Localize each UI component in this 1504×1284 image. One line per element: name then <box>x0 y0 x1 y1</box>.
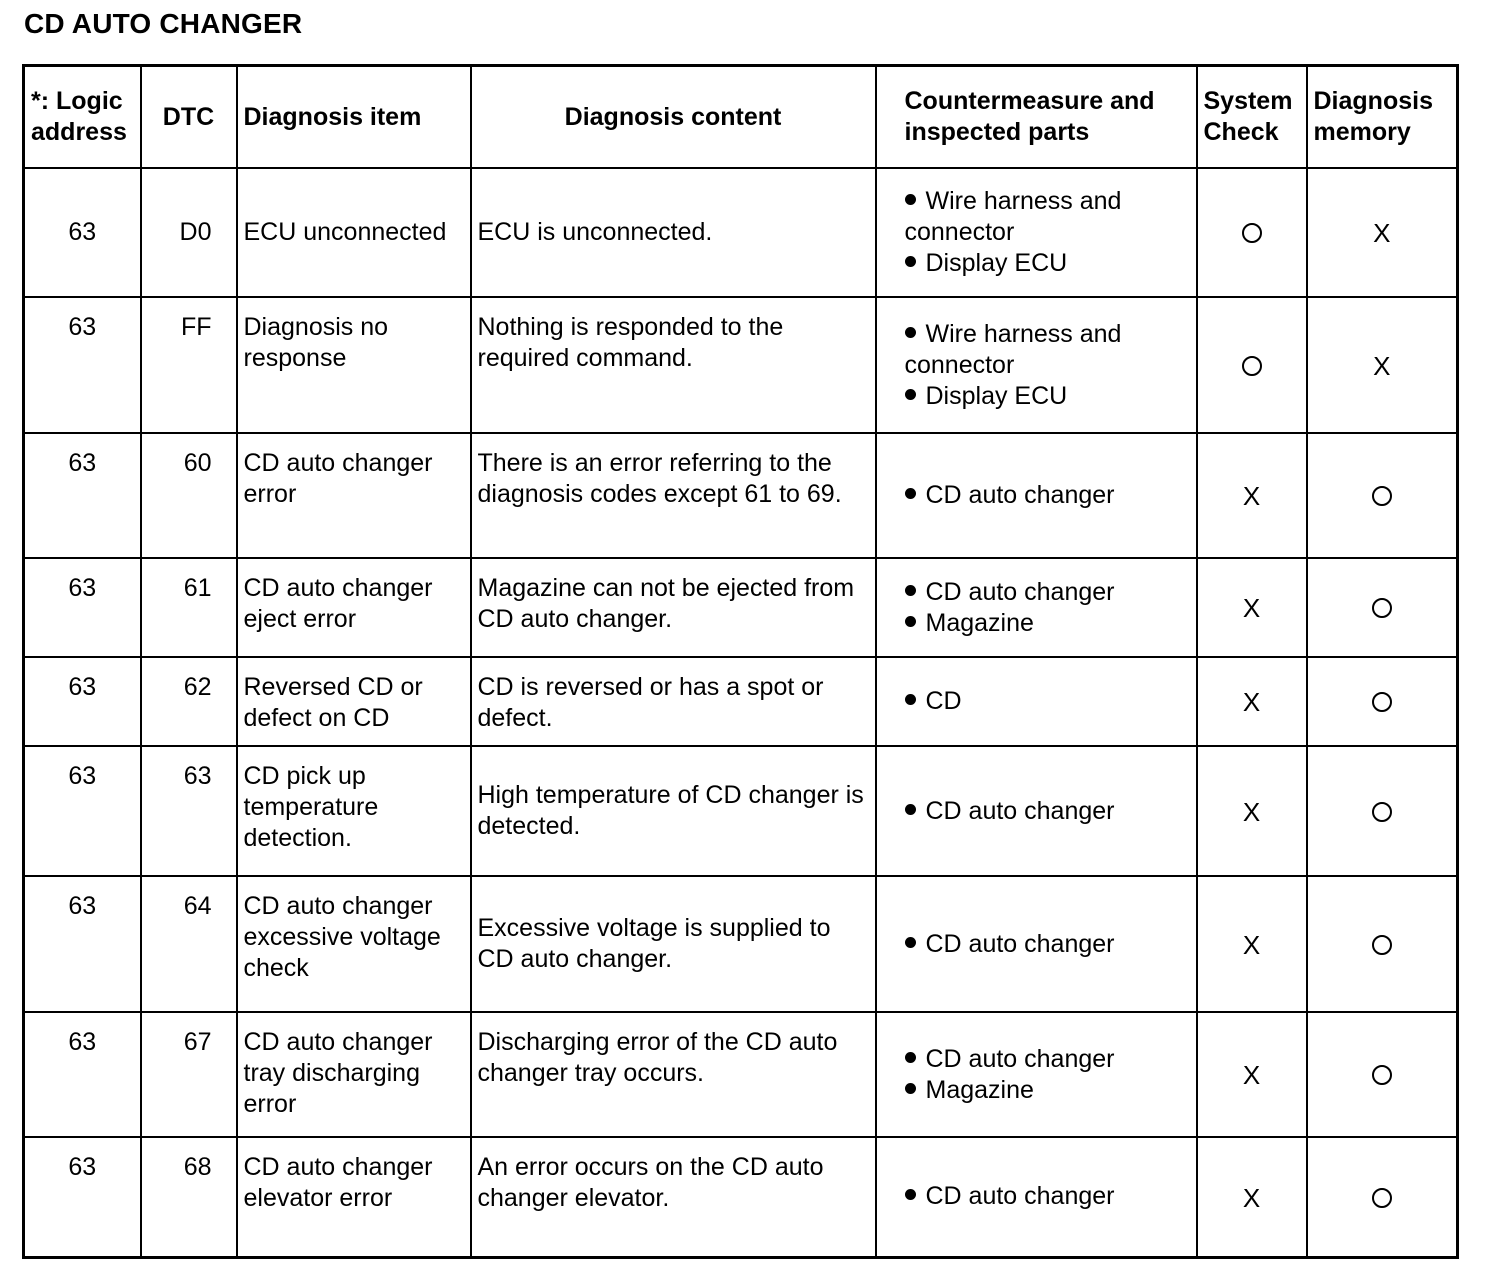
diagnosis-content-cell: Nothing is responded to the required command. <box>471 297 876 433</box>
dtc-table <box>22 64 1459 1259</box>
bullet-icon <box>905 488 916 499</box>
parts-list-item <box>905 577 1190 608</box>
system-check-cell <box>1197 1012 1307 1137</box>
x-mark-icon: X <box>1242 1182 1261 1213</box>
parts-list <box>905 186 1190 279</box>
circle-icon <box>1242 356 1262 376</box>
bullet-icon <box>905 585 916 596</box>
parts-list-item <box>905 686 1190 717</box>
part-label: CD auto changer <box>925 929 1115 958</box>
table-row <box>24 433 1458 558</box>
dtc-cell: 61 <box>141 558 237 657</box>
countermeasure-cell <box>876 657 1197 746</box>
diagnosis-memory-cell <box>1307 168 1458 297</box>
diagnosis-item-cell: CD pick up temperature detection. <box>237 746 471 876</box>
x-mark-icon: X <box>1373 218 1391 249</box>
part-label: Magazine <box>925 1075 1034 1104</box>
diagnosis-content-cell: CD is reversed or has a spot or defect. <box>471 657 876 746</box>
countermeasure-cell <box>876 168 1197 297</box>
circle-icon <box>1372 1065 1392 1085</box>
part-label: Wire harness and connector <box>904 187 1122 246</box>
part-label: CD auto changer <box>925 1044 1115 1073</box>
header-diagnosis-memory: Diagnosis memory <box>1307 66 1458 169</box>
table-row <box>24 1137 1458 1257</box>
logic-address-cell: 63 <box>24 297 141 433</box>
x-mark-icon: X <box>1242 929 1261 960</box>
system-check-cell <box>1197 657 1307 746</box>
header-system-check: System Check <box>1197 66 1307 169</box>
diagnosis-item-cell: CD auto changer error <box>237 433 471 558</box>
dtc-cell: FF <box>141 297 237 433</box>
x-mark-icon: X <box>1373 350 1391 381</box>
parts-list-item <box>905 929 1190 960</box>
parts-list <box>905 1044 1190 1106</box>
bullet-icon <box>905 694 916 705</box>
parts-list <box>905 480 1190 511</box>
circle-icon <box>1372 935 1392 955</box>
x-mark-icon: X <box>1242 593 1261 624</box>
bullet-icon <box>905 256 916 267</box>
countermeasure-cell <box>876 433 1197 558</box>
x-mark-icon: X <box>1242 796 1261 827</box>
system-check-cell <box>1197 168 1307 297</box>
diagnosis-memory-cell <box>1307 657 1458 746</box>
diagnosis-content-cell: High temperature of CD changer is detected. <box>471 746 876 876</box>
bullet-icon <box>905 616 916 627</box>
logic-address-cell: 63 <box>24 1137 141 1257</box>
diagnosis-item-cell: CD auto changer eject error <box>237 558 471 657</box>
dtc-cell: 64 <box>141 876 237 1012</box>
countermeasure-cell <box>876 297 1197 433</box>
parts-list-item <box>905 381 1190 412</box>
system-check-cell <box>1197 297 1307 433</box>
diagnosis-content-cell: Magazine can not be ejected from CD auto changer. <box>471 558 876 657</box>
table-row <box>24 876 1458 1012</box>
diagnosis-item-cell: Reversed CD or defect on CD <box>237 657 471 746</box>
circle-icon <box>1372 486 1392 506</box>
header-row <box>24 66 1458 169</box>
x-mark-icon: X <box>1242 687 1261 718</box>
circle-icon <box>1372 598 1392 618</box>
dtc-cell: 63 <box>141 746 237 876</box>
part-label: Magazine <box>925 608 1034 637</box>
logic-address-cell: 63 <box>24 433 141 558</box>
system-check-cell <box>1197 1137 1307 1257</box>
part-label: Display ECU <box>925 249 1068 277</box>
system-check-cell <box>1197 558 1307 657</box>
logic-address-cell: 63 <box>24 168 141 297</box>
table-row <box>24 657 1458 746</box>
part-label: CD auto changer <box>925 481 1115 509</box>
diagnosis-content-cell: Discharging error of the CD auto changer tray occurs. <box>471 1012 876 1137</box>
circle-icon <box>1372 692 1392 712</box>
countermeasure-cell <box>876 1012 1197 1137</box>
diagnosis-item-cell: Diagnosis no response <box>237 297 471 433</box>
part-label: Wire harness and connector <box>904 319 1122 379</box>
parts-list-item <box>905 480 1190 511</box>
bullet-icon <box>905 804 916 815</box>
diagnosis-memory-cell <box>1307 876 1458 1012</box>
diagnosis-item-cell: ECU unconnected <box>237 168 471 297</box>
countermeasure-cell <box>876 876 1197 1012</box>
system-check-cell <box>1197 876 1307 1012</box>
parts-list <box>905 319 1190 412</box>
table-row <box>24 558 1458 657</box>
countermeasure-cell <box>876 746 1197 876</box>
logic-address-cell: 63 <box>24 1012 141 1137</box>
parts-list-item <box>905 1044 1190 1075</box>
table-row <box>24 746 1458 876</box>
diagnosis-memory-cell <box>1307 746 1458 876</box>
table-row <box>24 1012 1458 1137</box>
diagnosis-memory-cell <box>1307 433 1458 558</box>
circle-icon <box>1242 223 1262 243</box>
diagnosis-content-cell: ECU is unconnected. <box>471 168 876 297</box>
diagnosis-memory-cell <box>1307 297 1458 433</box>
countermeasure-cell <box>876 558 1197 657</box>
circle-icon <box>1372 802 1392 822</box>
system-check-cell <box>1197 746 1307 876</box>
diagnosis-content-cell: There is an error referring to the diagnosis codes except 61 to 69. <box>471 433 876 558</box>
diagnosis-memory-cell <box>1307 1137 1458 1257</box>
header-logic-address: *: Logic address <box>24 66 141 169</box>
parts-list <box>905 577 1190 639</box>
diagnosis-content-cell: Excessive voltage is supplied to CD auto changer. <box>471 876 876 1012</box>
header-diagnosis-item: Diagnosis item <box>237 66 471 169</box>
x-mark-icon: X <box>1242 481 1261 512</box>
part-label: CD auto changer <box>925 1182 1115 1211</box>
diagnosis-content-cell: An error occurs on the CD auto changer elevator. <box>471 1137 876 1257</box>
dtc-cell: D0 <box>141 168 237 297</box>
bullet-icon <box>905 389 916 400</box>
parts-list <box>905 686 1190 717</box>
bullet-icon <box>905 1052 916 1063</box>
parts-list-item <box>905 796 1190 827</box>
bullet-icon <box>905 194 916 205</box>
logic-address-cell: 63 <box>24 876 141 1012</box>
bullet-icon <box>905 1083 916 1094</box>
diagnosis-memory-cell <box>1307 1012 1458 1137</box>
logic-address-cell: 63 <box>24 558 141 657</box>
diagnosis-memory-cell <box>1307 558 1458 657</box>
logic-address-cell: 63 <box>24 746 141 876</box>
parts-list <box>905 929 1190 960</box>
dtc-cell: 67 <box>141 1012 237 1137</box>
system-check-cell <box>1197 433 1307 558</box>
part-label: CD auto changer <box>925 577 1115 606</box>
dtc-cell: 60 <box>141 433 237 558</box>
table-body <box>24 168 1458 1257</box>
diagnosis-item-cell: CD auto changer elevator error <box>237 1137 471 1257</box>
part-label: Display ECU <box>925 381 1068 410</box>
bullet-icon <box>905 937 916 948</box>
parts-list-item <box>905 1181 1190 1212</box>
dtc-cell: 62 <box>141 657 237 746</box>
bullet-icon <box>905 327 916 338</box>
table-row <box>24 168 1458 297</box>
circle-icon <box>1372 1188 1392 1208</box>
countermeasure-cell <box>876 1137 1197 1257</box>
header-diagnosis-content: Diagnosis content <box>471 66 876 169</box>
header-dtc: DTC <box>141 66 237 169</box>
page-title: CD AUTO CHANGER <box>24 8 303 39</box>
part-label: CD <box>925 687 962 715</box>
bullet-icon <box>905 1189 916 1200</box>
table-row <box>24 297 1458 433</box>
parts-list-item <box>905 248 1190 279</box>
part-label: CD auto changer <box>925 796 1115 825</box>
diagnosis-item-cell: CD auto changer tray discharging error <box>237 1012 471 1137</box>
x-mark-icon: X <box>1242 1060 1261 1091</box>
logic-address-cell: 63 <box>24 657 141 746</box>
header-countermeasure: Countermeasure and inspected parts <box>876 66 1197 169</box>
parts-list-item <box>905 608 1190 639</box>
parts-list <box>905 1181 1190 1212</box>
dtc-cell: 68 <box>141 1137 237 1257</box>
diagnosis-item-cell: CD auto changer excessive voltage check <box>237 876 471 1012</box>
parts-list-item <box>905 319 1190 381</box>
parts-list <box>905 796 1190 827</box>
parts-list-item <box>905 186 1190 248</box>
parts-list-item <box>905 1075 1190 1106</box>
